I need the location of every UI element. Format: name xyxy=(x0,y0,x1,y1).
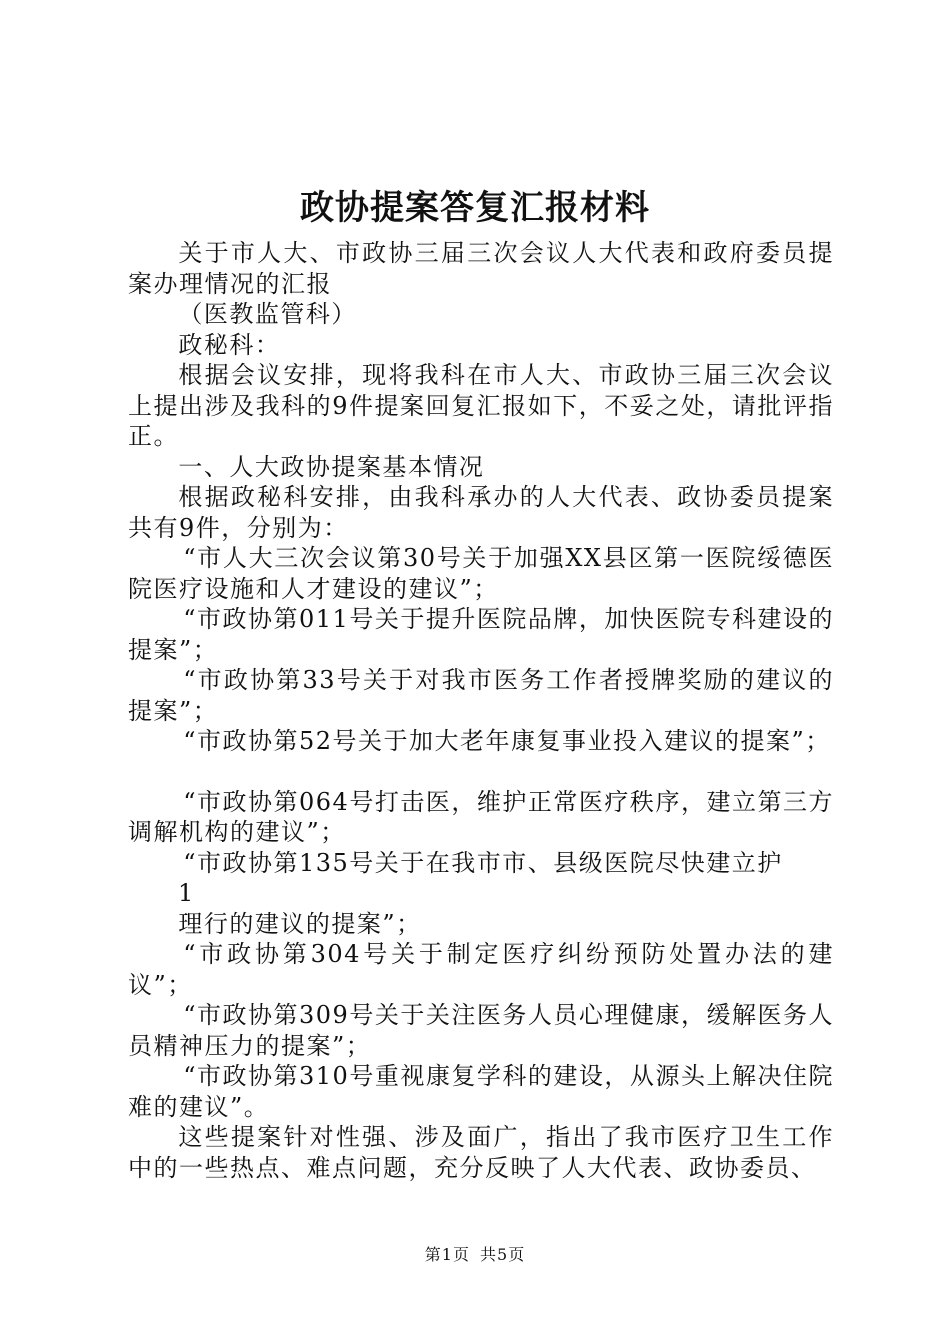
document-title: 政协提案答复汇报材料 xyxy=(300,188,650,228)
inline-page-number: 1 xyxy=(178,879,195,907)
footer-current-page: 第1页 xyxy=(424,1245,470,1264)
section-heading-1: 一、人大政协提案基本情况 xyxy=(178,452,485,481)
proposal-item-1: “市人大三次会议第30号关于加强XX县区第一医院绥德医院医疗设施和人才建设的建议”； xyxy=(128,544,834,603)
proposal-item-7: “市政协第304号关于制定医疗纠纷预防处置办法的建议”； xyxy=(128,940,834,999)
paragraph-report-heading: 关于市人大、市政协三届三次会议人大代表和政府委员提案办理情况的汇报 xyxy=(128,239,834,298)
proposal-item-2: “市政协第011号关于提升医院品牌，加快医院专科建设的提案”； xyxy=(128,605,834,664)
paragraph-intro: 根据会议安排，现将我科在市人大、市政协三届三次会议上提出涉及我科的9件提案回复汇报如下，不妥之处，请批评指正。 xyxy=(128,361,834,450)
paragraph-addressee: 政秘科： xyxy=(178,330,281,359)
proposal-item-3: “市政协第33号关于对我市医务工作者授牌奖励的建议的提案”； xyxy=(128,666,834,725)
paragraph-overview: 根据政秘科安排，由我科承办的人大代表、政协委员提案共有9件，分别为： xyxy=(128,483,834,542)
document-body xyxy=(128,238,834,1183)
paragraph-department: （医教监管科） xyxy=(178,300,357,328)
proposal-item-5: “市政协第064号打击医，维护正常医疗秩序，建立第三方调解机构的建议”； xyxy=(128,787,834,846)
footer-total-pages: 共5页 xyxy=(480,1245,526,1264)
proposal-item-6-part-2: 理行的建议的提案”； xyxy=(178,909,422,938)
proposal-item-6-part-1: “市政协第135号关于在我市市、县级医院尽快建立护 xyxy=(183,848,783,877)
proposal-item-8: “市政协第309号关于关注医务人员心理健康，缓解医务人员精神压力的提案”； xyxy=(128,1001,834,1060)
page-footer xyxy=(0,1242,950,1265)
proposal-item-9: “市政协第310号重视康复学科的建设，从源头上解决住院难的建议”。 xyxy=(128,1062,834,1121)
paragraph-summary: 这些提案针对性强、涉及面广，指出了我市医疗卫生工作中的一些热点、难点问题，充分反映了人大代表、政协委员、 xyxy=(128,1123,834,1182)
proposal-item-4: “市政协第52号关于加大老年康复事业投入建议的提案”； xyxy=(183,727,831,755)
